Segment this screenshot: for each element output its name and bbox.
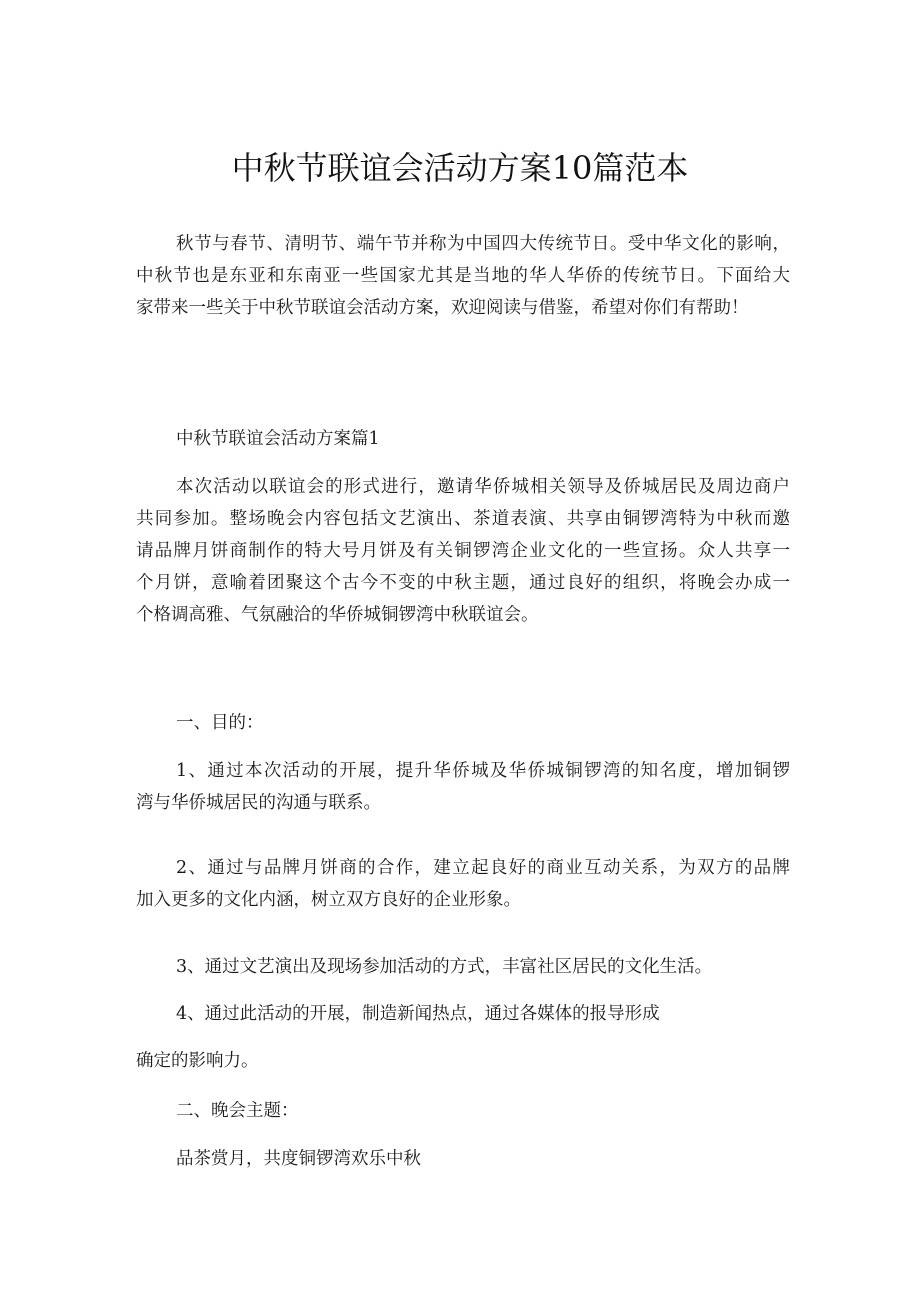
body-line: 本次活动以联谊会的形式进行，邀请华侨城相关领导及侨城居民及周边商户: [176, 477, 790, 497]
purpose-item-4-line: 确定的影响力。: [136, 1051, 259, 1071]
document-title: 中秋节联谊会活动方案10篇范本: [231, 149, 689, 187]
purpose-item-2: [136, 852, 790, 916]
intro-line: 中秋节也是东亚和东南亚一些国家尤其是当地的华人华侨的传统节日。下面给大: [136, 266, 790, 286]
purpose-item-4-line: 4、通过此活动的开展，制造新闻热点，通过各媒体的报导形成: [176, 1004, 660, 1024]
purpose-item-1: [136, 755, 790, 819]
body-line: 个格调高雅、气氛融洽的华侨城铜锣湾中秋联谊会。: [136, 605, 539, 625]
intro-line: 秋节与春节、清明节、端午节并称为中国四大传统节日。受中华文化的影响，: [176, 234, 790, 254]
purpose-heading: 一、目的：: [176, 713, 264, 733]
purpose-item-3: 3、通过文艺演出及现场参加活动的方式，丰富社区居民的文化生活。: [176, 957, 713, 977]
body-paragraph: [136, 471, 790, 631]
body-line: 个月饼，意喻着团聚这个古今不变的中秋主题，通过良好的组织，将晚会办成一: [136, 573, 790, 593]
body-line: 请品牌月饼商制作的特大号月饼及有关铜锣湾企业文化的一些宣扬。众人共享一: [136, 541, 790, 561]
intro-paragraph: [136, 228, 790, 324]
purpose-line: 2、通过与品牌月饼商的合作，建立起良好的商业互动关系，为双方的品牌: [176, 858, 790, 878]
theme-heading: 二、晚会主题：: [176, 1101, 299, 1121]
intro-line: 家带来一些关于中秋节联谊会活动方案，欢迎阅读与借鉴，希望对你们有帮助！: [136, 298, 749, 318]
purpose-line: 加入更多的文化内涵，树立双方良好的企业形象。: [136, 890, 521, 910]
purpose-line: 1、通过本次活动的开展，提升华侨城及华侨城铜锣湾的知名度，增加铜锣: [176, 761, 790, 781]
body-line: 共同参加。整场晚会内容包括文艺演出、茶道表演、共享由铜锣湾特为中秋而邀: [136, 509, 790, 529]
section-heading: 中秋节联谊会活动方案篇1: [176, 429, 380, 449]
purpose-line: 湾与华侨城居民的沟通与联系。: [136, 793, 381, 813]
theme-text: 品茶赏月，共度铜锣湾欢乐中秋: [176, 1149, 421, 1169]
